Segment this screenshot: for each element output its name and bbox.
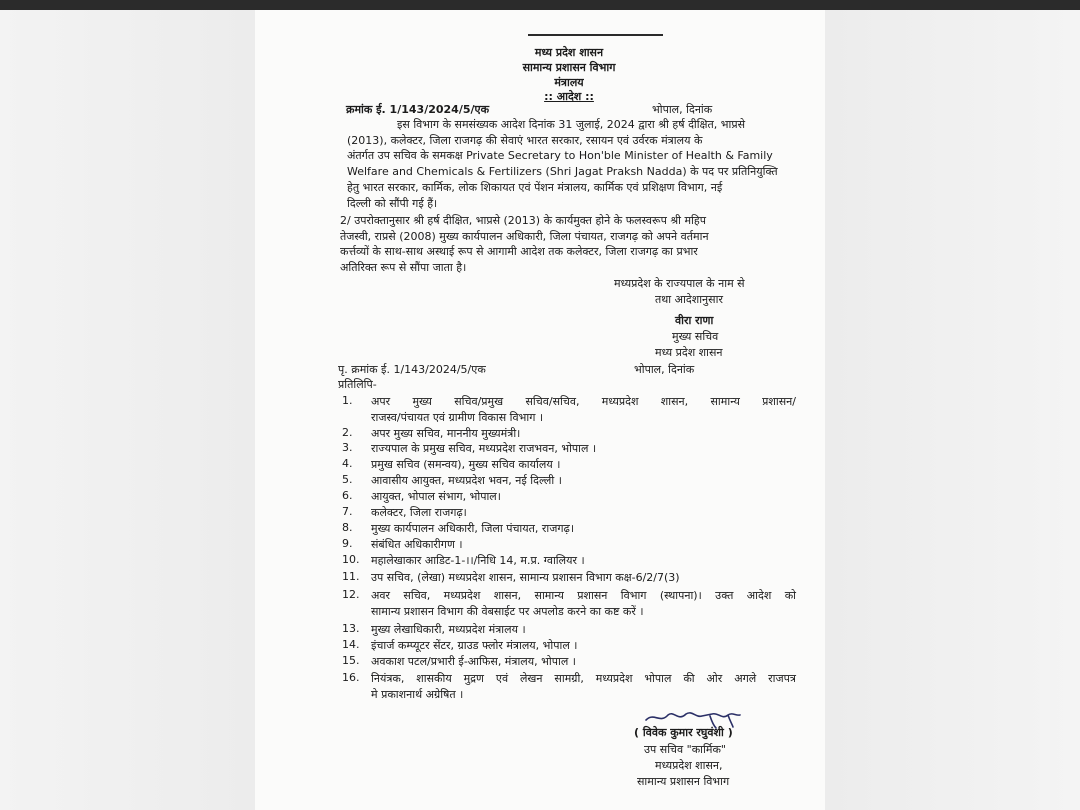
copy-item-text [371,426,796,442]
paragraph-line: तेजस्वी, राप्रसे (2008) मुख्य कार्यपालन अधिकारी, जिला पंचायत, राजगढ़ को अपने वर्तमान [340,229,709,243]
header-ministry: मंत्रालय [554,76,584,89]
copy-item-number: 4. [342,457,353,470]
copy-item-text [371,638,796,654]
copy-item-text [371,622,796,638]
copy-item-line: महालेखाकार आडिट-1-।।/निधि 14, म.प्र. ग्वालियर । [371,554,585,567]
copy-item-line: आवासीय आयुक्त, मध्यप्रदेश भवन, नई दिल्ली । [371,474,562,487]
copy-item-line: संबंधित अधिकारीगण । [371,538,463,551]
paragraph-line: Welfare and Chemicals & Fertilizers (Shri Jagat Praksh Nadda) के पद पर प्रतिनियुक्ति [347,165,778,179]
copy-item-number: 8. [342,521,353,534]
paragraph-line: दिल्ली को सौंपी गई हैं। [347,196,438,210]
copy-item-text [371,537,796,553]
signatory2-org2: सामान्य प्रशासन विभाग [637,775,730,788]
order-paragraph-2 [340,213,790,276]
copy-item-text [371,553,796,569]
copy-item-text [371,473,796,489]
copy-ref-place-date: भोपाल, दिनांक [634,363,695,376]
copy-item-number: 6. [342,489,353,502]
copy-item-line: अवकाश पटल/प्रभारी ई-आफिस, मंत्रालय, भोपाल । [371,655,576,668]
signatory2-title: उप सचिव "कार्मिक" [644,743,726,756]
copy-item-number: 7. [342,505,353,518]
copy-item-line: उप सचिव, (लेखा) मध्यप्रदेश शासन, सामान्य प्रशासन विभाग कक्ष-6/2/7(3) [371,571,680,584]
paragraph-line: (2013), कलेक्टर, जिला राजगढ़ की सेवाएं भारत सरकार, रसायन एवं उर्वरक मंत्रालय के [347,133,703,147]
paragraph-line: इस विभाग के समसंख्यक आदेश दिनांक 31 जुलाई, 2024 द्वारा श्री हर्ष दीक्षित, भाप्रसे [397,118,746,131]
viewer-top-bar [0,0,1080,10]
copy-item-line: राज्यपाल के प्रमुख सचिव, मध्यप्रदेश राजभवन, भोपाल । [371,442,597,455]
signature-authority-line2: तथा आदेशानुसार [655,293,723,306]
paragraph-line: अंतर्गत उप सचिव के समकक्ष Private Secretary to Hon'ble Minister of Health & Family [347,149,773,163]
copy-item-text [371,489,796,505]
copy-item-text [371,457,796,473]
header-department: सामान्य प्रशासन विभाग [522,61,616,74]
copy-item-text [371,505,796,521]
order-place-date: भोपाल, दिनांक [652,103,713,116]
copy-item-number: 2. [342,426,353,439]
copy-item-text [371,394,796,425]
copy-item-line: सामान्य प्रशासन विभाग की वेबसाईट पर अपलोड करने का कष्ट करें । [371,604,644,618]
copy-item-text [371,671,796,702]
copy-item-text [371,570,796,586]
order-number: क्रमांक ई. 1/143/2024/5/एक [346,103,490,116]
copy-item-line: इंचार्ज कम्प्यूटर सेंटर, ग्राउड फ्लोर मंत्रालय, भोपाल । [371,639,578,652]
copy-item-number: 10. [342,553,360,566]
copy-item-line: राजस्व/पंचायत एवं ग्रामीण विकास विभाग । [371,410,544,424]
copy-item-line: आयुक्त, भोपाल संभाग, भोपाल। [371,490,501,503]
copy-item-line: प्रमुख सचिव (समन्वय), मुख्य सचिव कार्यालय । [371,458,561,471]
copy-item-line: अवर सचिव, मध्यप्रदेश शासन, सामान्य प्रशासन विभाग (स्थापना)। उक्त आदेश को [371,589,796,602]
signatory-name: वीरा राणा [675,314,714,327]
header-government: मध्य प्रदेश शासन [534,46,604,59]
paragraph-line: 2/ उपरोक्तानुसार श्री हर्ष दीक्षित, भाप्रसे (2013) के कार्यमुक्त होने के फलस्वरूप श्री महिप [340,214,706,227]
copy-item-number: 9. [342,537,353,550]
copy-item-number: 3. [342,441,353,454]
viewer-background-left [0,10,255,810]
copy-item-line: अपर मुख्य सचिव/प्रमुख सचिव/सचिव, मध्यप्रदेश शासन, सामान्य प्रशासन/ [371,395,796,408]
copy-item-number: 12. [342,588,360,601]
copy-item-line: मुख्य कार्यपालन अधिकारी, जिला पंचायत, राजगढ़। [371,522,574,535]
copy-item-number: 13. [342,622,360,635]
copy-item-number: 5. [342,473,353,486]
copy-item-number: 15. [342,654,360,667]
copy-item-text [371,521,796,537]
paragraph-line: हेतु भारत सरकार, कार्मिक, लोक शिकायत एवं पेंशन मंत्रालय, कार्मिक एवं प्रशिक्षण विभाग, नई [347,180,723,194]
copy-item-number: 11. [342,570,360,583]
signatory-org: मध्य प्रदेश शासन [655,346,723,359]
copy-item-number: 14. [342,638,360,651]
signatory-title: मुख्य सचिव [672,330,719,343]
copy-item-text [371,588,796,619]
copy-item-line: मे प्रकाशनार्थ अग्रेषित । [371,687,464,701]
signatory2-name: ( विवेक कुमार रघुवंशी ) [634,726,733,739]
copy-label: प्रतिलिपि- [338,378,377,391]
signature-authority-line1: मध्यप्रदेश के राज्यपाल के नाम से [614,277,745,290]
order-paragraph-1 [347,117,784,211]
signatory2-org1: मध्यप्रदेश शासन, [655,759,723,772]
copy-item-line: अपर मुख्य सचिव, माननीय मुख्यमंत्री। [371,427,521,440]
copy-item-text [371,654,796,670]
copy-item-text [371,441,796,457]
copy-ref-number: पृ. क्रमांक ई. 1/143/2024/5/एक [338,363,486,376]
copy-item-line: नियंत्रक, शासकीय मुद्रण एवं लेखन सामग्री, मध्यप्रदेश भोपाल की ओर अगले राजपत्र [371,672,796,685]
copy-item-number: 16. [342,671,360,684]
header-rule [528,34,663,36]
header-order-title: :: आदेश :: [544,90,594,103]
paragraph-line: अतिरिक्त रूप से सौंपा जाता है। [340,261,467,275]
copy-item-line: कलेक्टर, जिला राजगढ़। [371,506,467,519]
copy-item-number: 1. [342,394,353,407]
viewer-background-right [825,10,1080,810]
paragraph-line: कर्त्तव्यों के साथ-साथ अस्थाई रूप से आगामी आदेश तक कलेक्टर, जिला राजगढ़ का प्रभार [340,245,698,259]
copy-item-line: मुख्य लेखाधिकारी, मध्यप्रदेश मंत्रालय । [371,623,526,636]
